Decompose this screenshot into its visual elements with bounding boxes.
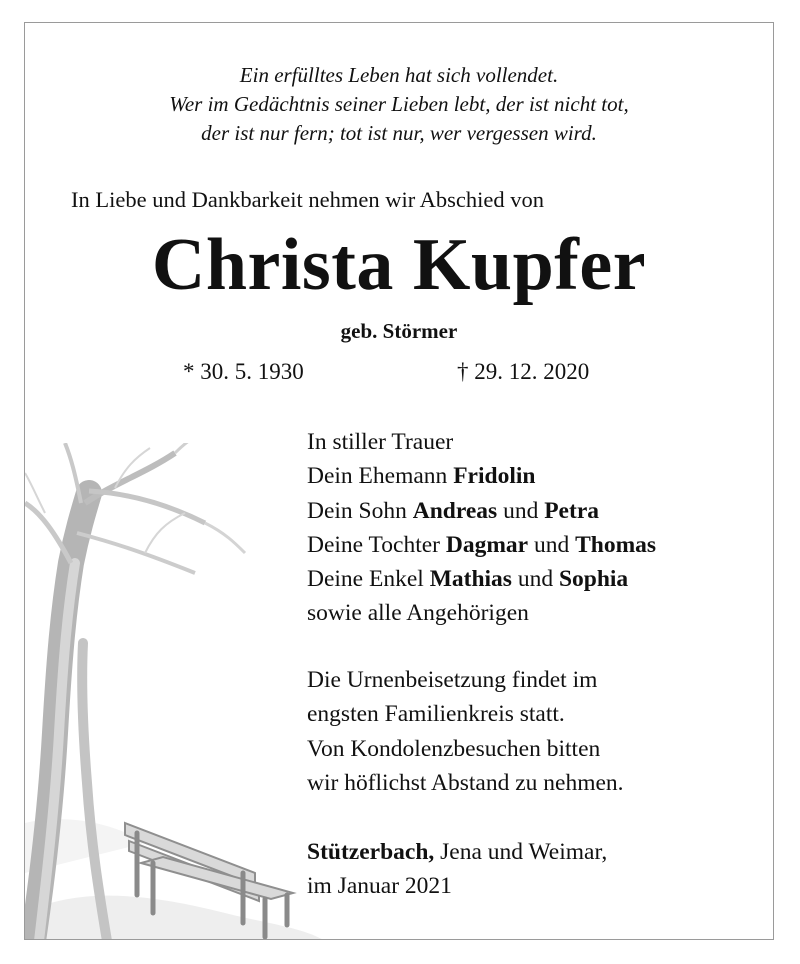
date-line: im Januar 2021: [307, 873, 452, 900]
death-date: † 29. 12. 2020: [457, 359, 590, 384]
mourner-line: Dein Ehemann Fridolin: [307, 463, 536, 490]
tree-bench-illustration: [25, 443, 325, 940]
motto-verse: [25, 61, 773, 148]
motto-line: der ist nur fern; tot ist nur, wer vergessen wird.: [201, 121, 597, 145]
places-line: Stützerbach, Jena und Weimar,: [307, 839, 608, 865]
motto-line: Wer im Gedächtnis seiner Lieben lebt, der ist nicht tot,: [169, 92, 629, 116]
maiden-name: geb. Störmer: [340, 319, 458, 343]
motto-line: Ein erfülltes Leben hat sich vollendet.: [239, 63, 559, 87]
burial-notice: [307, 663, 624, 800]
notice-line: wir höflichst Abstand zu nehmen.: [307, 769, 624, 796]
notice-line: Von Kondolenzbesuchen bitten: [307, 735, 601, 762]
notice-line: engsten Familienkreis statt.: [307, 701, 565, 728]
mourner-line: Deine Enkel Mathias und Sophia: [307, 566, 629, 593]
mourner-line: Dein Sohn Andreas und Petra: [307, 497, 599, 524]
deceased-name: Christa Kupfer: [151, 224, 647, 306]
mourners-list: [307, 425, 656, 631]
mourners-heading: In stiller Trauer: [307, 429, 454, 455]
mourner-line: sowie alle Angehörigen: [307, 600, 529, 627]
intro-text: In Liebe und Dankbarkeit nehmen wir Abschied von: [71, 187, 544, 212]
birth-date: * 30. 5. 1930: [183, 359, 304, 384]
notice-line: Die Urnenbeisetzung findet im: [307, 667, 598, 693]
obituary-frame: [24, 22, 774, 940]
mourner-line: Deine Tochter Dagmar und Thomas: [307, 531, 657, 558]
place-and-date: [307, 835, 607, 904]
